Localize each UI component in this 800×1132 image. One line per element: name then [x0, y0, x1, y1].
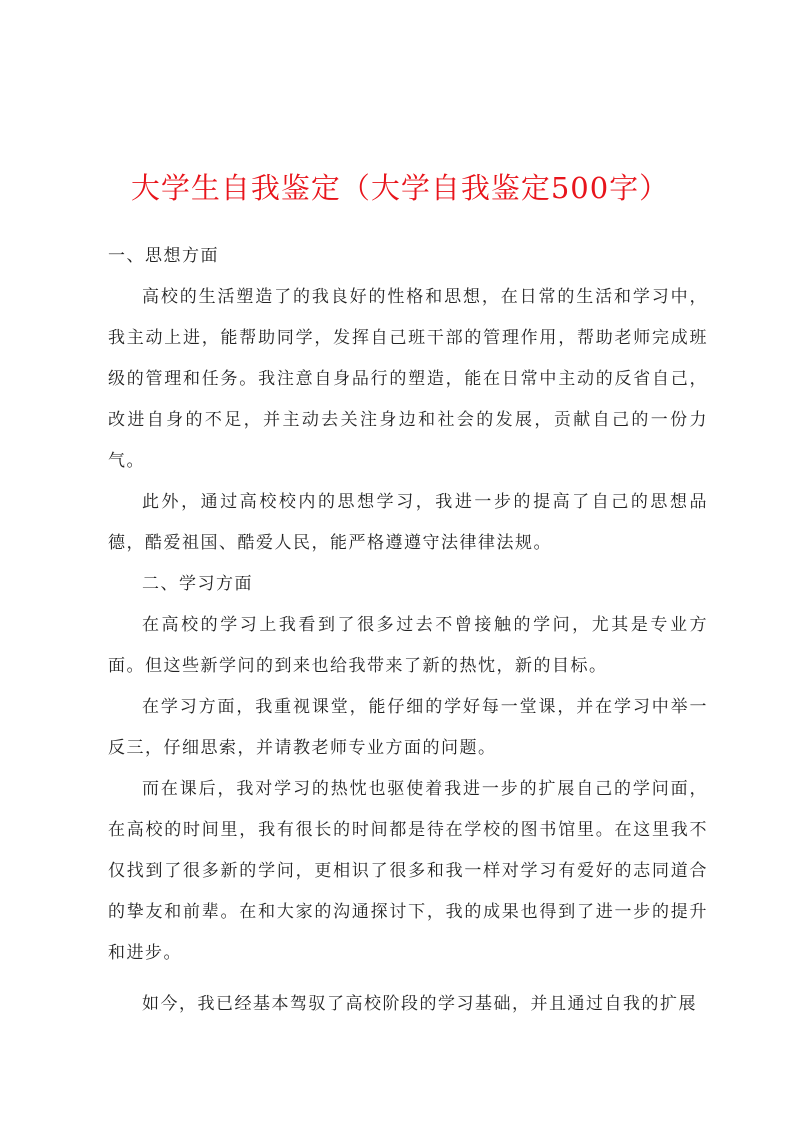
paragraph: 在高校的学习上我看到了很多过去不曾接触的学问，尤其是专业方面。但这些新学问的到来也给我带来了新的热忱，新的目标。 — [108, 615, 708, 676]
document-body — [108, 236, 708, 1025]
document-title: 大学生自我鉴定（大学自我鉴定500字） — [130, 171, 670, 205]
paragraph: 而在课后，我对学习的热忱也驱使着我进一步的扩展自己的学问面，在高校的时间里，我有很长的时间都是待在学校的图书馆里。在这里我不仅找到了很多新的学问，更相识了很多和我一样对学习有爱好的志同道合的挚友和前辈。在和大家的沟通探讨下，我的成果也得到了进一步的提升和进步。 — [108, 779, 708, 963]
paragraph: 此外，通过高校校内的思想学习，我进一步的提高了自己的思想品德，酷爱祖国、酷爱人民，能严格遵遵守法律律法规。 — [108, 492, 708, 553]
section-heading-study: 二、学习方面 — [142, 574, 253, 594]
section-heading-thought: 一、思想方面 — [108, 246, 219, 266]
paragraph: 高校的生活塑造了的我良好的性格和思想，在日常的生活和学习中，我主动上进，能帮助同学，发挥自己班干部的管理作用，帮助老师完成班级的管理和任务。我注意自身品行的塑造，能在日常中主动的反省自己，改进自身的不足，并主动去关注身边和社会的发展，贡献自己的一份力气。 — [108, 287, 708, 471]
paragraph: 在学习方面，我重视课堂，能仔细的学好每一堂课，并在学习中举一反三，仔细思索，并请教老师专业方面的问题。 — [108, 697, 708, 758]
paragraph: 如今，我已经基本驾驭了高校阶段的学习基础，并且通过自我的扩展 — [142, 994, 697, 1014]
